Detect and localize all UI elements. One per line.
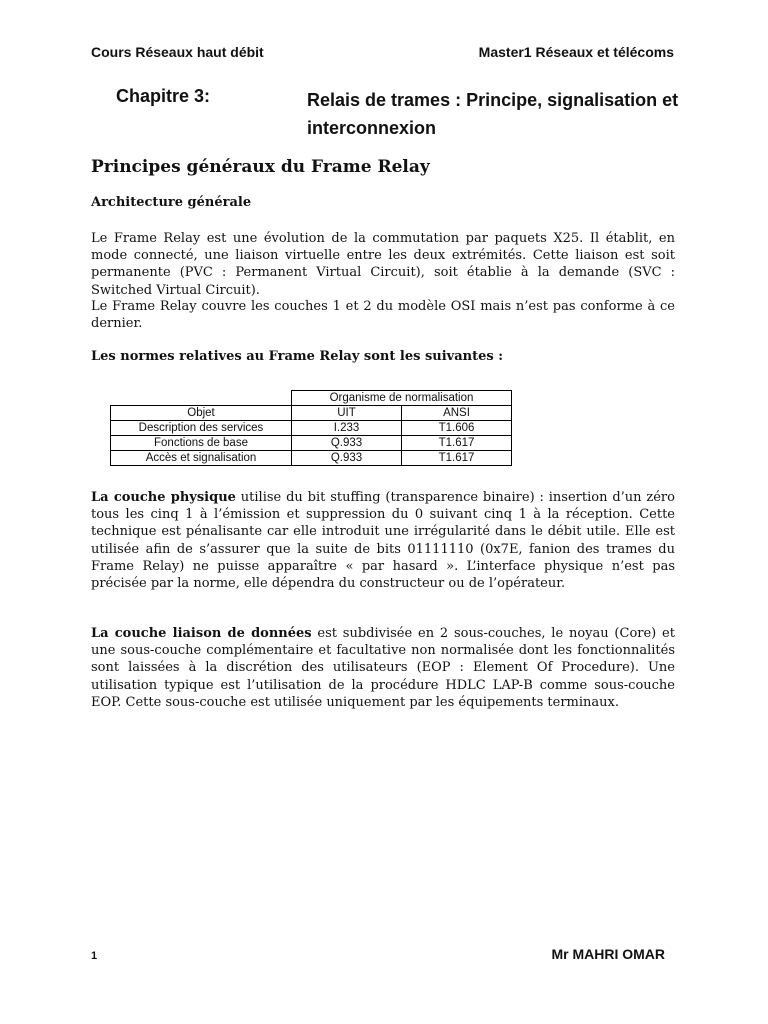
data-link-layer-text: est subdivisée en 2 sous-couches, le noyau (Core) et une sous-couche complémentaire et facultative non normalisée dont les fonctionnalités sont laissées à la discrétion des utilisateurs (EOP : Element Of Procedure). Une utilisation typique est l’utilisation de la procédure HDLC LAP-B comme sous-couche EOP. Cette sous-couche est utilisée uniquement par les équipements terminaux. [91, 626, 675, 710]
physical-layer-text: utilise du bit stuffing (transparence binaire) : insertion d’un zéro tous les cinq 1 à l’émission et suppression du 0 suivant cinq 1 à la réception. Cette technique est pénalisante car elle introduit une irrégularité dans le débit utile. Elle est utilisée afin de s’assurer que la suite de bits 01111110 (0x7E, fanion des trames du Frame Relay) ne puisse apparaître « par hasard ». L’interface physique n’est pas précisée par la norme, elle dépendra du constructeur ou de l’opérateur. [91, 490, 675, 592]
table-row [111, 436, 512, 451]
paragraph-intro: Le Frame Relay est une évolution de la commutation par paquets X25. Il établit, en mode connecté, une liaison virtuelle entre les deux extrémités. Cette liaison est soit permanente (PVC : Permanent Virtual Circuit), soit établie à la demande (SVC : Switched Virtual Circuit). [91, 231, 675, 298]
chapter-title: Relais de trames : Principe, signalisation et interconnexion [307, 90, 679, 138]
table-cell: Q.933 [292, 436, 402, 451]
table-cell: T1.617 [402, 436, 512, 451]
header-course-title: Cours Réseaux haut débit [91, 44, 264, 60]
subsection-title: Architecture générale [91, 195, 252, 210]
table-row [111, 406, 512, 421]
table-row [111, 451, 512, 466]
table-cell: Accès et signalisation [111, 451, 292, 466]
table-cell-empty [111, 391, 292, 406]
table-cell: I.233 [292, 421, 402, 436]
page-number: 1 [91, 950, 98, 962]
table-cell: Description des services [111, 421, 292, 436]
table-header-cell: Objet [111, 406, 292, 421]
header-program: Master1 Réseaux et télécoms [478, 44, 674, 60]
table-row [111, 421, 512, 436]
table-cell: Fonctions de base [111, 436, 292, 451]
table-header-cell: UIT [292, 406, 402, 421]
norms-heading: Les normes relatives au Frame Relay sont les suivantes : [91, 349, 504, 364]
table-cell: T1.606 [402, 421, 512, 436]
table-header-cell: ANSI [402, 406, 512, 421]
table-row [111, 391, 512, 406]
physical-layer-term: La couche physique [91, 490, 236, 505]
paragraph-data-link-layer [91, 625, 675, 711]
section-title: Principes généraux du Frame Relay [91, 157, 430, 177]
paragraph-osi: Le Frame Relay couvre les couches 1 et 2 du modèle OSI mais n’est pas conforme à ce dernier. [91, 299, 675, 332]
table-cell: T1.617 [402, 451, 512, 466]
chapter-label: Chapitre 3: [116, 86, 211, 106]
table-cell: Q.933 [292, 451, 402, 466]
footer-author: Mr MAHRI OMAR [551, 946, 665, 962]
data-link-layer-term: La couche liaison de données [91, 626, 312, 641]
paragraph-physical-layer [91, 489, 675, 592]
standards-table [110, 390, 512, 466]
table-group-header: Organisme de normalisation [292, 391, 512, 406]
